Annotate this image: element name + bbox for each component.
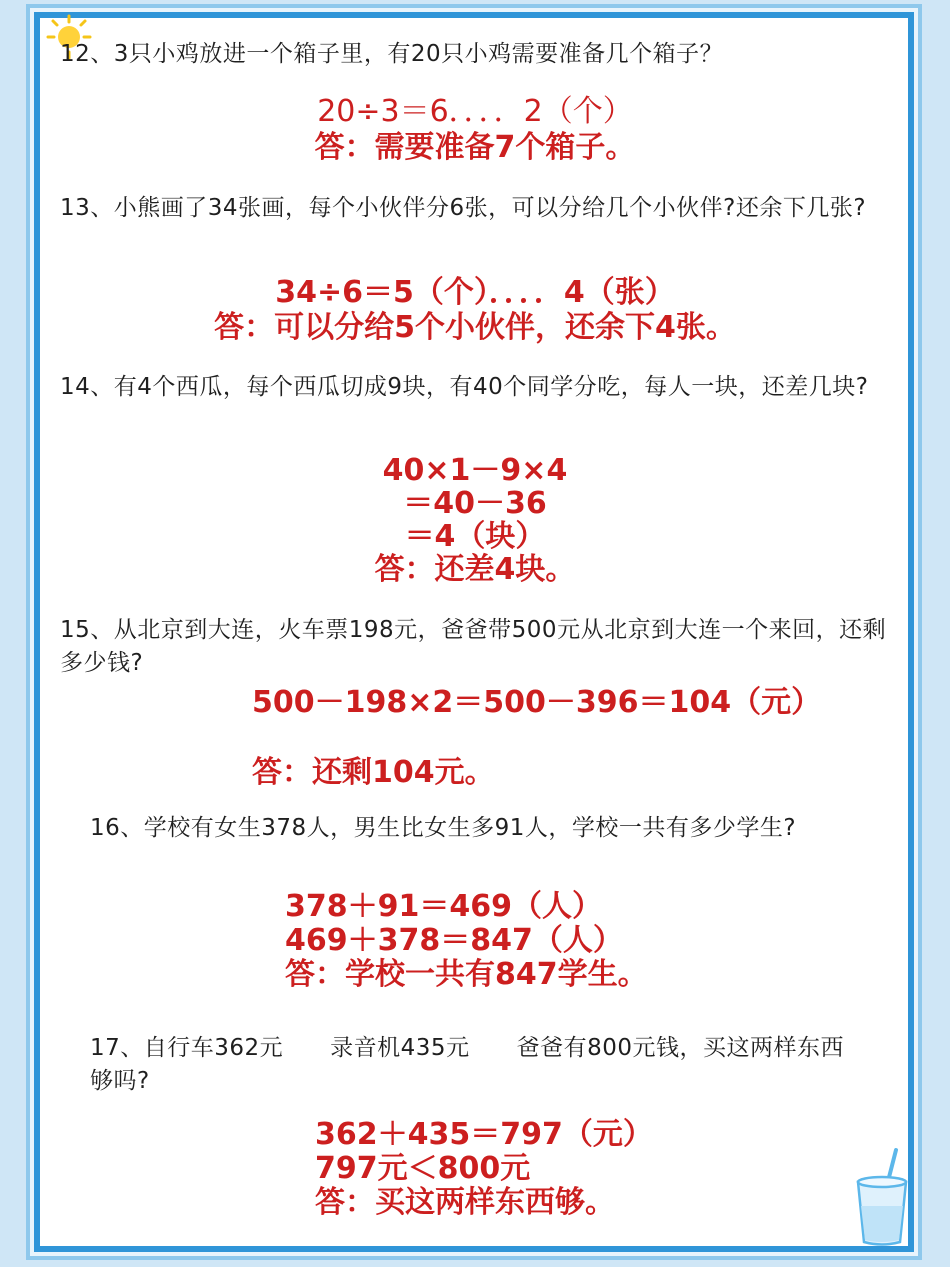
answer-14-line-2: ＝40－36 bbox=[403, 486, 547, 521]
answer-14-line-1: 40×1－9×4 bbox=[382, 453, 568, 488]
answer-13-line-1: 34÷6＝5（个）．．．．4（张） bbox=[275, 275, 675, 310]
cup-with-straw-icon bbox=[850, 1148, 914, 1248]
answer-16-line-3: 答：学校一共有847学生。 bbox=[285, 957, 648, 992]
answer-14-line-4: 答：还差4块。 bbox=[374, 552, 576, 587]
answer-12-line-1: 20÷3＝6．．．．2（个） bbox=[317, 94, 633, 129]
answer-15-line-2: 答：还剩104元。 bbox=[252, 755, 495, 790]
question-13: 13、小熊画了34张画，每个小伙伴分6张，可以分给几个小伙伴?还余下几张? bbox=[60, 195, 867, 221]
answer-12-line-2: 答：需要准备7个箱子。 bbox=[314, 130, 636, 165]
answer-17-line-3: 答：买这两样东西够。 bbox=[315, 1185, 615, 1220]
question-15: 15、从北京到大连，火车票198元，爸爸带500元从北京到大连一个来回，还剩多少钱? bbox=[60, 617, 887, 676]
question-17: 17、自行车362元 录音机435元 爸爸有800元钱，买这两样东西够吗? bbox=[90, 1035, 844, 1094]
answer-14-line-3: ＝4（块） bbox=[404, 519, 546, 554]
question-12: 12、3只小鸡放进一个箱子里，有20只小鸡需要准备几个箱子？ bbox=[60, 41, 724, 67]
question-14: 14、有4个西瓜，每个西瓜切成9块，有40个同学分吃，每人一块，还差几块? bbox=[60, 374, 869, 400]
answer-17-line-1: 362＋435＝797（元） bbox=[315, 1117, 653, 1152]
answer-16-line-1: 378＋91＝469（人） bbox=[285, 889, 602, 924]
answer-13-line-2: 答：可以分给5个小伙伴，还余下4张。 bbox=[214, 310, 736, 345]
answer-16-line-2: 469＋378＝847（人） bbox=[285, 923, 623, 958]
question-16: 16、学校有女生378人，男生比女生多91人，学校一共有多少学生? bbox=[90, 815, 797, 841]
answer-17-line-2: 797元＜800元 bbox=[315, 1151, 531, 1186]
answer-15-line-1: 500－198×2＝500－396＝104（元） bbox=[252, 685, 822, 720]
